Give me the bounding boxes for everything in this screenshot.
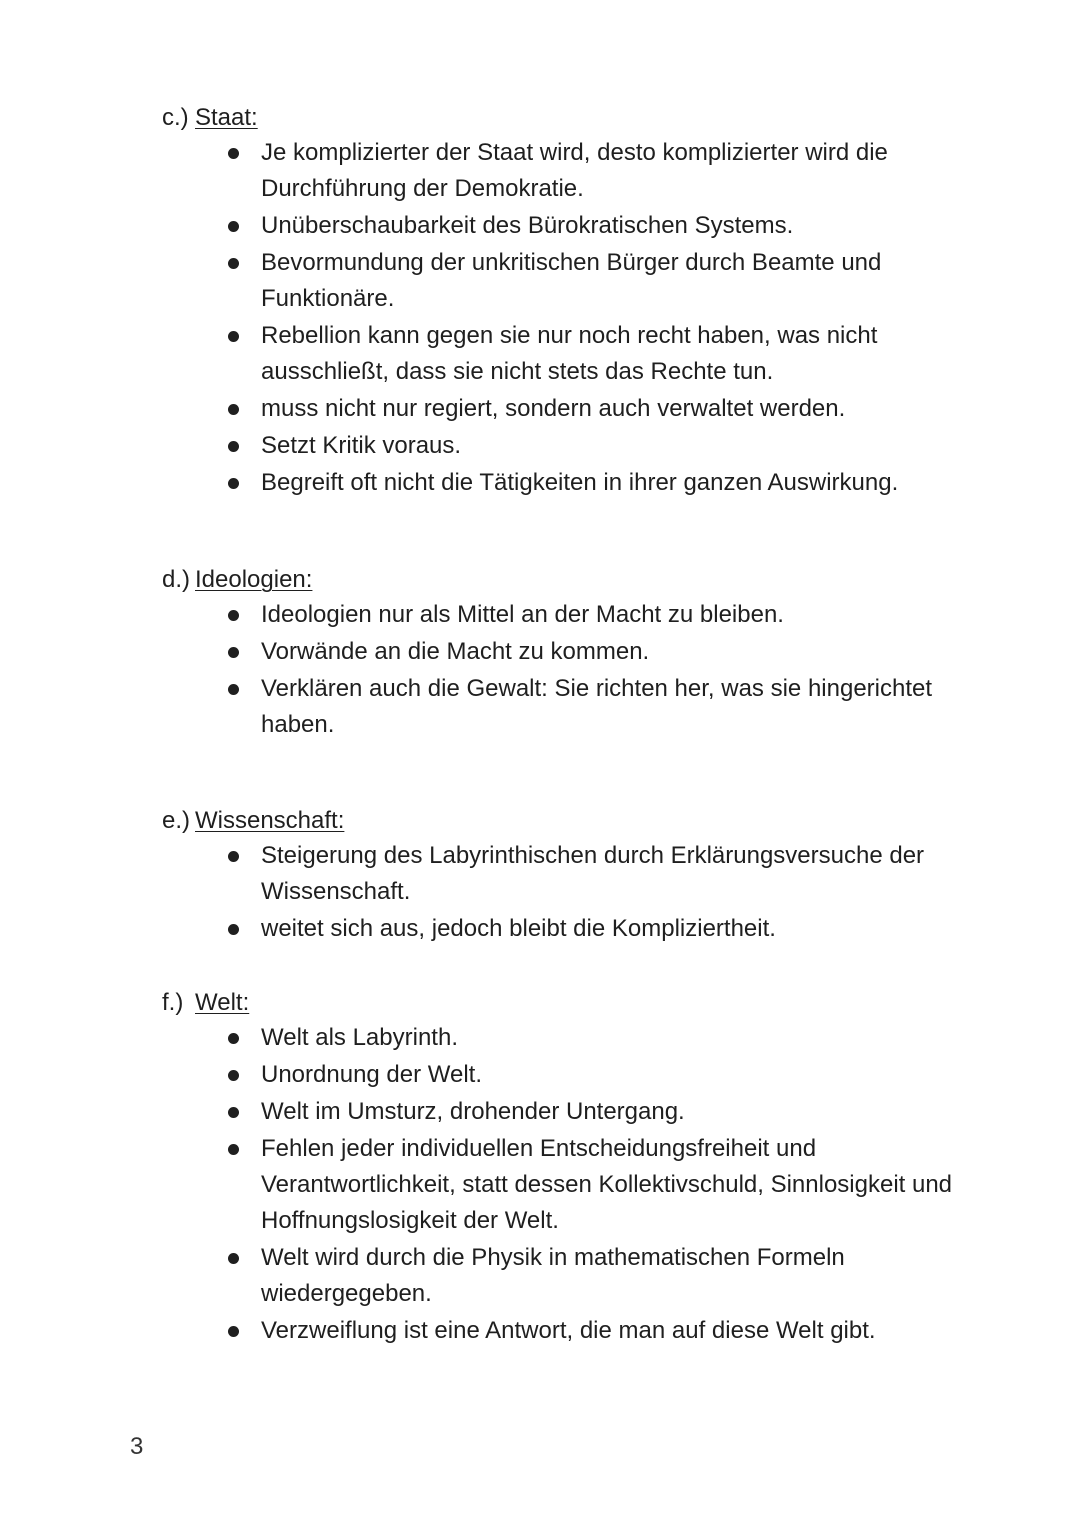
bullet-icon	[228, 331, 239, 342]
bullet-icon	[228, 1070, 239, 1081]
bullet-list	[162, 135, 982, 501]
list-item: Ideologien nur als Mittel an der Macht zu bleiben.	[162, 597, 982, 633]
list-item: Verklären auch die Gewalt: Sie richten her, was sie hingerichtet haben.	[162, 671, 982, 743]
section-ideologien	[162, 565, 982, 743]
bullet-icon	[228, 924, 239, 935]
bullet-icon	[228, 1144, 239, 1155]
list-item: Verzweiflung ist eine Antwort, die man auf diese Welt gibt.	[162, 1313, 982, 1349]
bullet-list	[162, 597, 982, 743]
section-letter: d.)	[162, 566, 191, 593]
section-wissenschaft	[162, 806, 982, 947]
list-item: Welt als Labyrinth.	[162, 1020, 982, 1056]
section-letter: e.)	[162, 807, 191, 834]
section-title: Ideologien:	[195, 566, 313, 593]
bullet-icon	[228, 258, 239, 269]
list-item: Welt wird durch die Physik in mathematischen Formeln wiedergegeben.	[162, 1240, 982, 1312]
bullet-icon	[228, 1253, 239, 1264]
list-item: Welt im Umsturz, drohender Untergang.	[162, 1094, 982, 1130]
bullet-icon	[228, 441, 239, 452]
bullet-icon	[228, 647, 239, 658]
section-letter: f.)	[162, 989, 184, 1016]
bullet-list	[162, 1020, 982, 1349]
list-item: Unordnung der Welt.	[162, 1057, 982, 1093]
list-item: Rebellion kann gegen sie nur noch recht haben, was nicht ausschließt, dass sie nicht stets das Rechte tun.	[162, 318, 982, 390]
bullet-icon	[228, 851, 239, 862]
bullet-icon	[228, 1033, 239, 1044]
section-heading	[162, 988, 982, 1018]
section-welt	[162, 988, 982, 1349]
bullet-icon	[228, 404, 239, 415]
section-title: Staat:	[195, 104, 258, 131]
section-title: Wissenschaft:	[195, 807, 345, 834]
list-item: Steigerung des Labyrinthischen durch Erklärungsversuche der Wissenschaft.	[162, 838, 982, 910]
section-heading	[162, 806, 982, 836]
page-number: 3	[130, 1433, 144, 1460]
list-item: Begreift oft nicht die Tätigkeiten in ihrer ganzen Auswirkung.	[162, 465, 982, 501]
bullet-icon	[228, 221, 239, 232]
bullet-icon	[228, 684, 239, 695]
bullet-icon	[228, 1107, 239, 1118]
bullet-icon	[228, 610, 239, 621]
section-staat	[162, 103, 982, 501]
bullet-icon	[228, 1326, 239, 1337]
section-letter: c.)	[162, 104, 189, 131]
section-title: Welt:	[195, 989, 250, 1016]
list-item: Vorwände an die Macht zu kommen.	[162, 634, 982, 670]
list-item: Bevormundung der unkritischen Bürger durch Beamte und Funktionäre.	[162, 245, 982, 317]
list-item: Setzt Kritik voraus.	[162, 428, 982, 464]
bullet-icon	[228, 148, 239, 159]
list-item: Unüberschaubarkeit des Bürokratischen Systems.	[162, 208, 982, 244]
list-item: Fehlen jeder individuellen Entscheidungsfreiheit und Verantwortlichkeit, statt dessen Kollektivschuld, Sinnlosigkeit und Hoffnungslosigkeit der Welt.	[162, 1131, 982, 1239]
list-item: muss nicht nur regiert, sondern auch verwaltet werden.	[162, 391, 982, 427]
bullet-list	[162, 838, 982, 947]
list-item: weitet sich aus, jedoch bleibt die Kompliziertheit.	[162, 911, 982, 947]
list-item: Je komplizierter der Staat wird, desto komplizierter wird die Durchführung der Demokratie.	[162, 135, 982, 207]
section-heading	[162, 565, 982, 595]
bullet-icon	[228, 478, 239, 489]
section-heading	[162, 103, 982, 133]
